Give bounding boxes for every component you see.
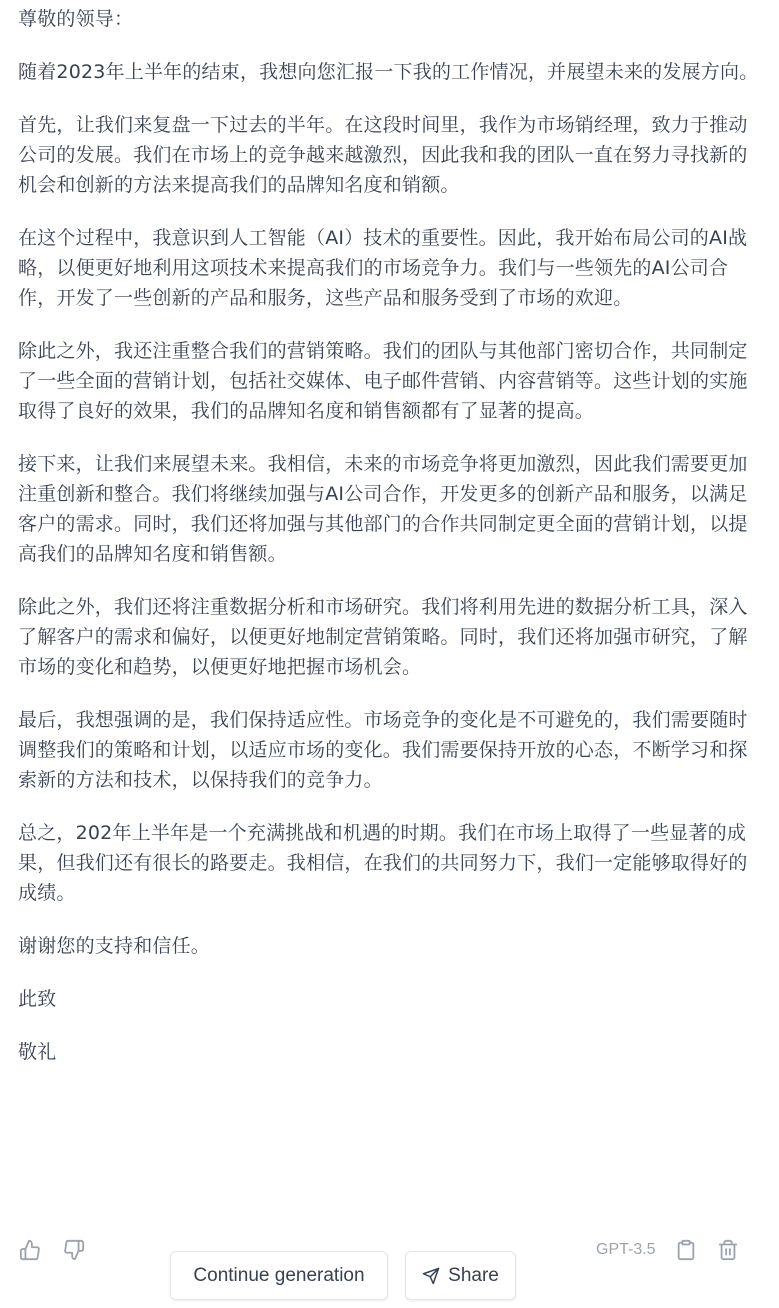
message-paragraph: 除此之外，我还注重整合我们的营销策略。我们的团队与其他部门密切合作，共同制定了一些全面的营销计划，包括社交媒体、电子邮件营销、内容营销等。这些计划的实施取得了良好的效果，我们的品牌知名度和销售额都有了显著的提高。 [18, 340, 748, 422]
assistant-message [18, 4, 763, 1090]
message-paragraph: 接下来，让我们来展望未来。我相信，未来的市场竞争将更加激烈，因此我们需要更加注重创新和整合。我们将继续加强与AI公司合作，开发更多的创新产品和服务，以满足客户的需求。同时，我们还将加强与其他部门的合作共同制定更全面的营销计划，以提高我们的品牌知名度和销售额。 [18, 453, 748, 565]
message-paragraph: 除此之外，我们还将注重数据分析和市场研究。我们将利用先进的数据分析工具，深入了解客户的需求和偏好，以便更好地制定营销策略。同时，我们还将加强市研究，了解市场的变化和趋势，以便更好地把握市场机会。 [18, 596, 748, 678]
thumbs-up-button[interactable] [18, 1238, 42, 1262]
feedback-toolbar [18, 1238, 86, 1262]
bottom-actions [170, 1251, 516, 1300]
message-toolbar [596, 1238, 740, 1262]
continue-generation-button[interactable] [170, 1251, 388, 1300]
copy-icon [675, 1239, 697, 1261]
thumbs-up-icon [19, 1239, 41, 1261]
model-label: GPT-3.5 [596, 1241, 656, 1258]
closing-salutation: 此致 [18, 988, 57, 1010]
trash-icon [717, 1239, 739, 1261]
continue-generation-label: Continue generation [193, 1264, 365, 1286]
message-paragraph: 随着2023年上半年的结束，我想向您汇报一下我的工作情况，并展望未来的发展方向。 [18, 61, 759, 83]
closing-thanks: 谢谢您的支持和信任。 [18, 935, 211, 957]
message-paragraph: 总之，202年上半年是一个充满挑战和机遇的时期。我们在市场上取得了一些显著的成果，但我们还有很长的路要走。我相信，在我们的共同努力下，我们一定能够取得好的成绩。 [18, 822, 748, 904]
message-paragraph: 首先，让我们来复盘一下过去的半年。在这段时间里，我作为市场销经理，致力于推动公司的发展。我们在市场上的竞争越来越激烈，因此我和我的团队一直在努力寻找新的机会和创新的方法来提高我们的品牌知名度和销额。 [18, 114, 748, 196]
message-paragraph: 最后，我想强调的是，我们保持适应性。市场竞争的变化是不可避免的，我们需要随时调整我们的策略和计划，以适应市场的变化。我们需要保持开放的心态，不断学习和探索新的方法和技术，以保持我们的竞争力。 [18, 709, 748, 791]
message-paragraph: 在这个过程中，我意识到人工智能（AI）技术的重要性。因此，我开始布局公司的AI战略，以便更好地利用这项技术来提高我们的市场竞争力。我们与一些领先的AI公司合作，开发了一些创新的产品和服务，这些产品和服务受到了市场的欢迎。 [18, 227, 748, 309]
delete-button[interactable] [716, 1238, 740, 1262]
share-label: Share [448, 1264, 499, 1286]
greeting: 尊敬的领导： [18, 8, 134, 30]
thumbs-down-button[interactable] [62, 1238, 86, 1262]
share-button[interactable] [405, 1251, 516, 1300]
thumbs-down-icon [63, 1239, 85, 1261]
closing-regards: 敬礼 [18, 1041, 57, 1063]
send-icon [422, 1267, 440, 1285]
copy-button[interactable] [674, 1238, 698, 1262]
